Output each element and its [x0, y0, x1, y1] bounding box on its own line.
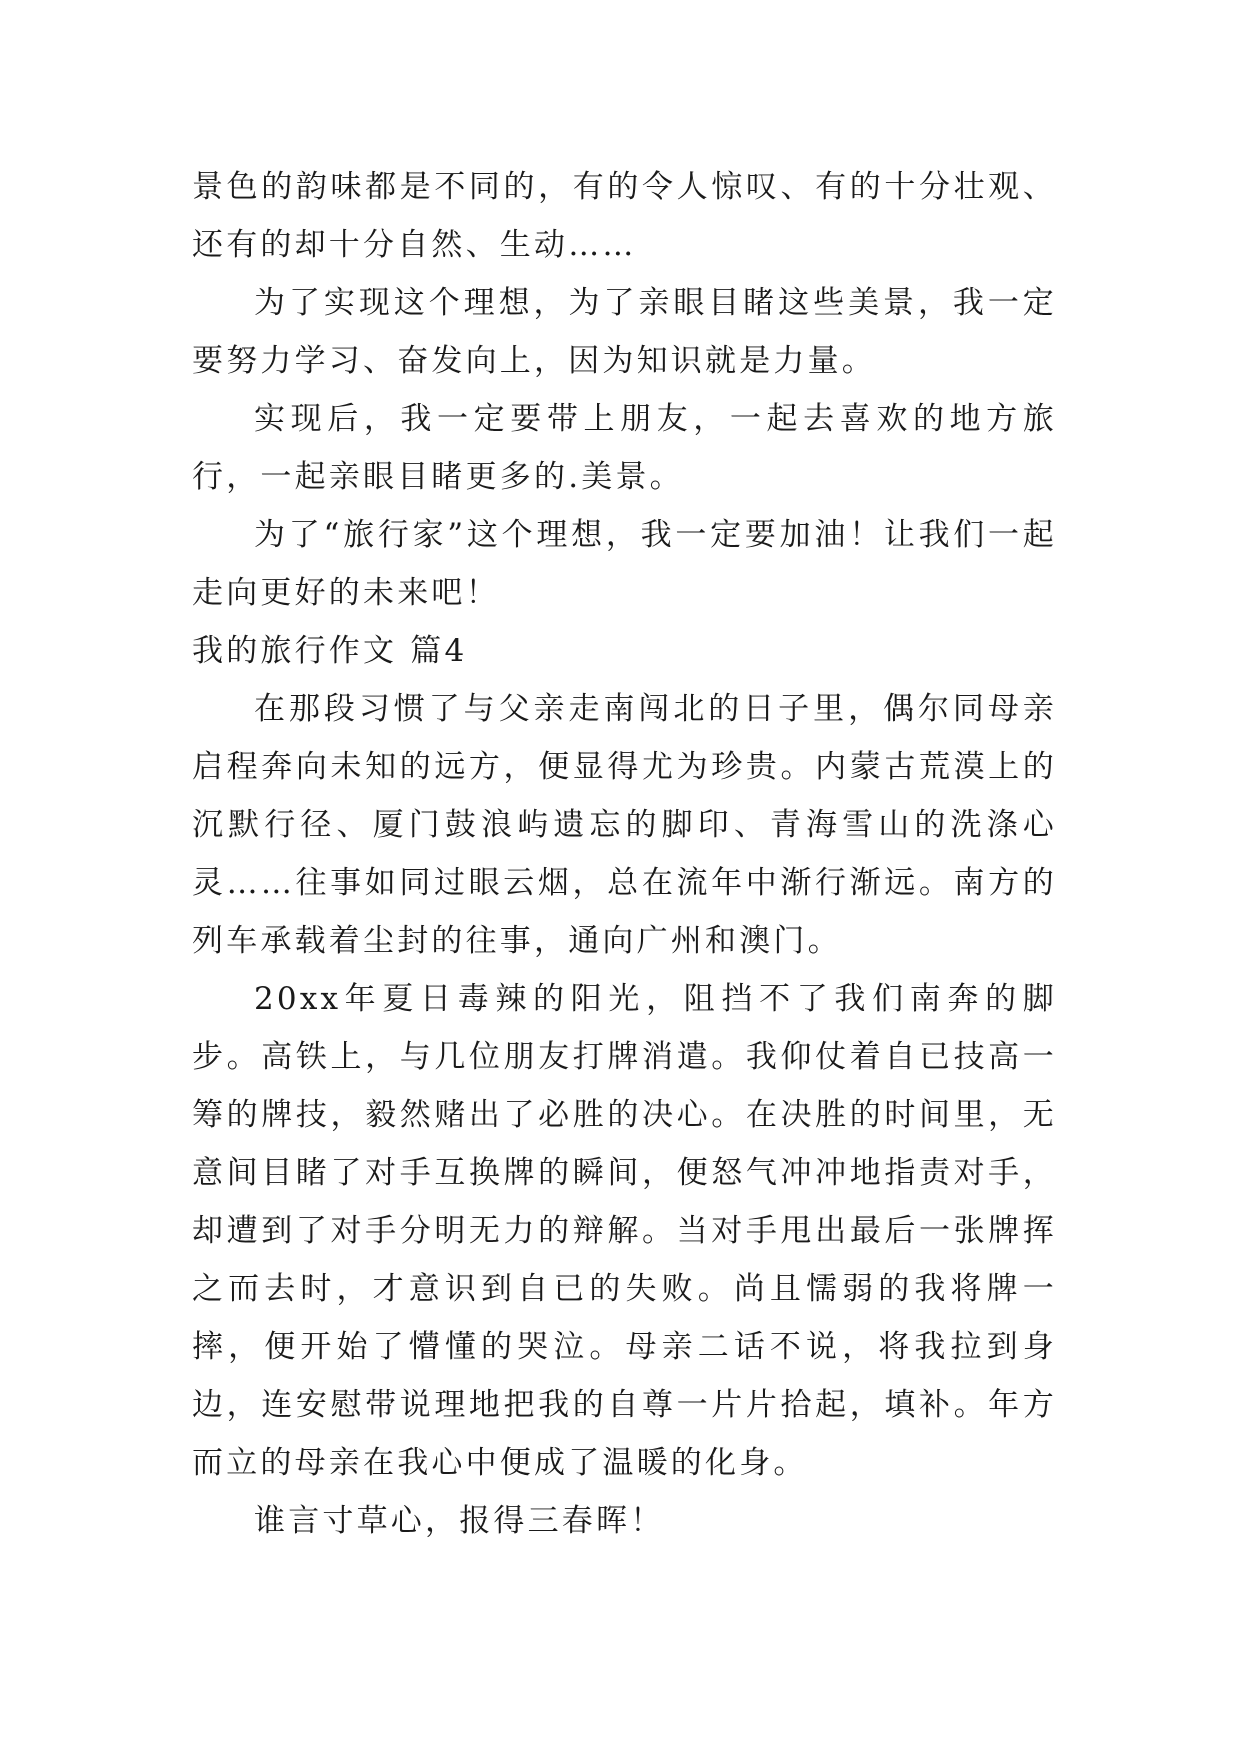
- document-page: [192, 158, 1057, 1550]
- paragraph: 为了实现这个理想，为了亲眼目睹这些美景，我一定要努力学习、奋发向上，因为知识就是力量。: [192, 285, 1057, 379]
- paragraph: 实现后，我一定要带上朋友，一起去喜欢的地方旅行，一起亲眼目睹更多的.美景。: [192, 401, 1057, 495]
- paragraph: 为了“旅行家”这个理想，我一定要加油！让我们一起走向更好的未来吧！: [192, 517, 1057, 611]
- paragraph: 谁言寸草心，报得三春晖！: [254, 1503, 665, 1539]
- paragraph: 20xx年夏日毒辣的阳光，阻挡不了我们南奔的脚步。高铁上，与几位朋友打牌消遣。我仰仗着自已技高一筹的牌技，毅然赌出了必胜的决心。在决胜的时间里，无意间目睹了对手互换牌的瞬间，便怒气冲冲地指责对手，却遭到了对手分明无力的辩解。当对手甩出最后一张牌挥之而去时，才意识到自已的失败。尚且懦弱的我将牌一摔，便开始了懵懂的哭泣。母亲二话不说，将我拉到身边，连安慰带说理地把我的自尊一片片拾起，填补。年方而立的母亲在我心中便成了温暖的化身。: [192, 981, 1057, 1481]
- section-title: 我的旅行作文 篇4: [192, 633, 468, 669]
- paragraph-continued: 景色的韵味都是不同的，有的令人惊叹、有的十分壮观、还有的却十分自然、生动……: [192, 169, 1057, 263]
- paragraph: 在那段习惯了与父亲走南闯北的日子里，偶尔同母亲启程奔向未知的远方，便显得尤为珍贵。内蒙古荒漠上的沉默行径、厦门鼓浪屿遗忘的脚印、青海雪山的洗涤心灵……往事如同过眼云烟，总在流年中渐行渐远。南方的列车承载着尘封的往事，通向广州和澳门。: [192, 691, 1057, 959]
